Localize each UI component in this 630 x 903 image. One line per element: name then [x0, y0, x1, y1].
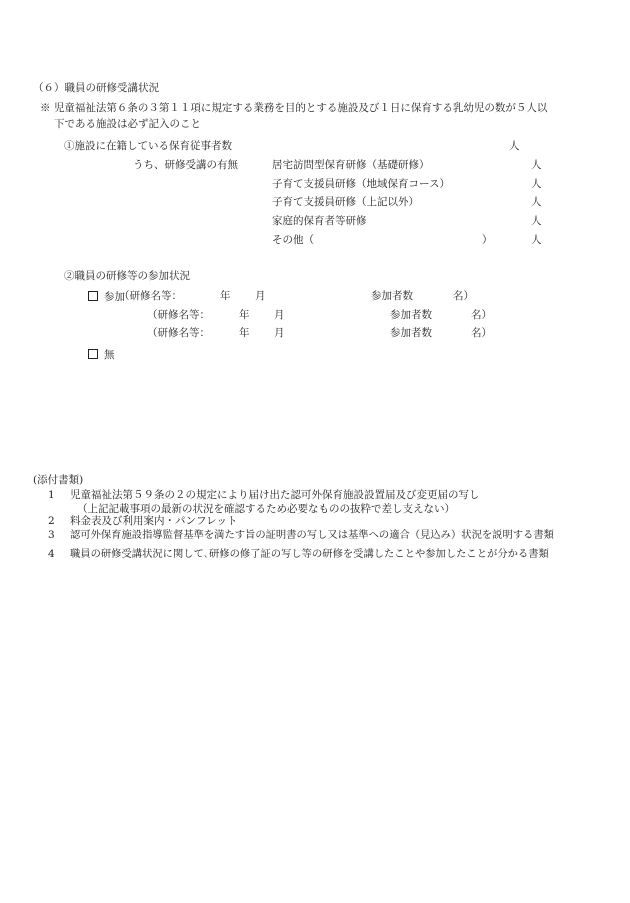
- entry-month: 月: [274, 309, 285, 321]
- attachment-number: 2: [48, 515, 55, 527]
- entry-year: 年: [220, 290, 231, 302]
- entry-year: 年: [239, 327, 250, 339]
- training-row-name: 家庭的保育者等研修: [272, 215, 367, 227]
- attachment-number: 4: [48, 548, 55, 560]
- entry-count-unit: 名）: [471, 309, 492, 321]
- training-row-unit: 人: [531, 215, 542, 227]
- attachment-text: 認可外保育施設指導監督基準を満たす旨の証明書の写し又は基準への適合（見込み）状況を説明する書類: [70, 529, 554, 541]
- training-status-label: うち、研修受講の有無: [133, 159, 238, 171]
- training-row-name: 居宅訪問型保育研修（基礎研修）: [272, 159, 430, 171]
- no-checkbox[interactable]: [88, 349, 98, 359]
- training-row-unit: 人: [531, 178, 542, 190]
- attachment-number: 3: [48, 529, 55, 541]
- staff-count-label: ①施設に在籍している保育従事者数: [64, 140, 232, 152]
- attachment-text: 料金表及び利用案内・パンフレット: [70, 515, 238, 527]
- entry-name-label: （研修名等：: [147, 309, 210, 321]
- yes-label: 参加: [104, 291, 125, 303]
- attachment-text: 職員の研修受講状況に関して､研修の修了証の写し等の研修を受講したことや参加したことが分かる書類: [70, 548, 549, 560]
- attachments-heading: (添付書類): [33, 474, 84, 486]
- entry-count-unit: 名）: [453, 290, 474, 302]
- entry-count-label: 参加者数: [371, 290, 413, 302]
- section-heading: （６）職員の研修受講状況: [33, 82, 159, 94]
- yes-checkbox[interactable]: [88, 291, 98, 301]
- note-line-1: ※ 児童福祉法第６条の３第１１項に規定する業務を目的とする施設及び１日に保育する乳幼児の数が５人以: [40, 102, 548, 114]
- participation-no-option[interactable]: [88, 349, 115, 361]
- participation-label: ②職員の研修等の参加状況: [64, 270, 190, 282]
- entry-count-unit: 名）: [471, 327, 492, 339]
- entry-month: 月: [274, 327, 285, 339]
- attachment-number: 1: [48, 489, 55, 501]
- training-row-unit: 人: [531, 196, 542, 208]
- entry-year: 年: [239, 309, 250, 321]
- entry-name-label: （研修名等：: [119, 290, 182, 302]
- training-row-close: ）: [482, 234, 493, 246]
- training-row-unit: 人: [531, 159, 542, 171]
- entry-count-label: 参加者数: [390, 327, 432, 339]
- attachment-subtext: （上記記載事項の最新の状況を確認するため必要なものの抜粋で差し支えない）: [77, 503, 455, 515]
- entry-month: 月: [255, 290, 266, 302]
- attachment-text: 児童福祉法第５９条の２の規定により届け出た認可外保育施設設置届及び変更届の写し: [70, 489, 480, 501]
- note-line-2: 下である施設は必ず記入のこと: [54, 118, 201, 130]
- no-label: 無: [104, 349, 115, 361]
- entry-count-label: 参加者数: [390, 309, 432, 321]
- staff-count-unit: 人: [509, 140, 520, 152]
- entry-name-label: （研修名等：: [147, 327, 210, 339]
- training-row-name: 子育て支援員研修（上記以外）: [272, 196, 419, 208]
- training-row-name: 子育て支援員研修（地域保育コース）: [272, 178, 450, 190]
- training-row-unit: 人: [531, 234, 542, 246]
- training-row-name: その他（: [272, 234, 314, 246]
